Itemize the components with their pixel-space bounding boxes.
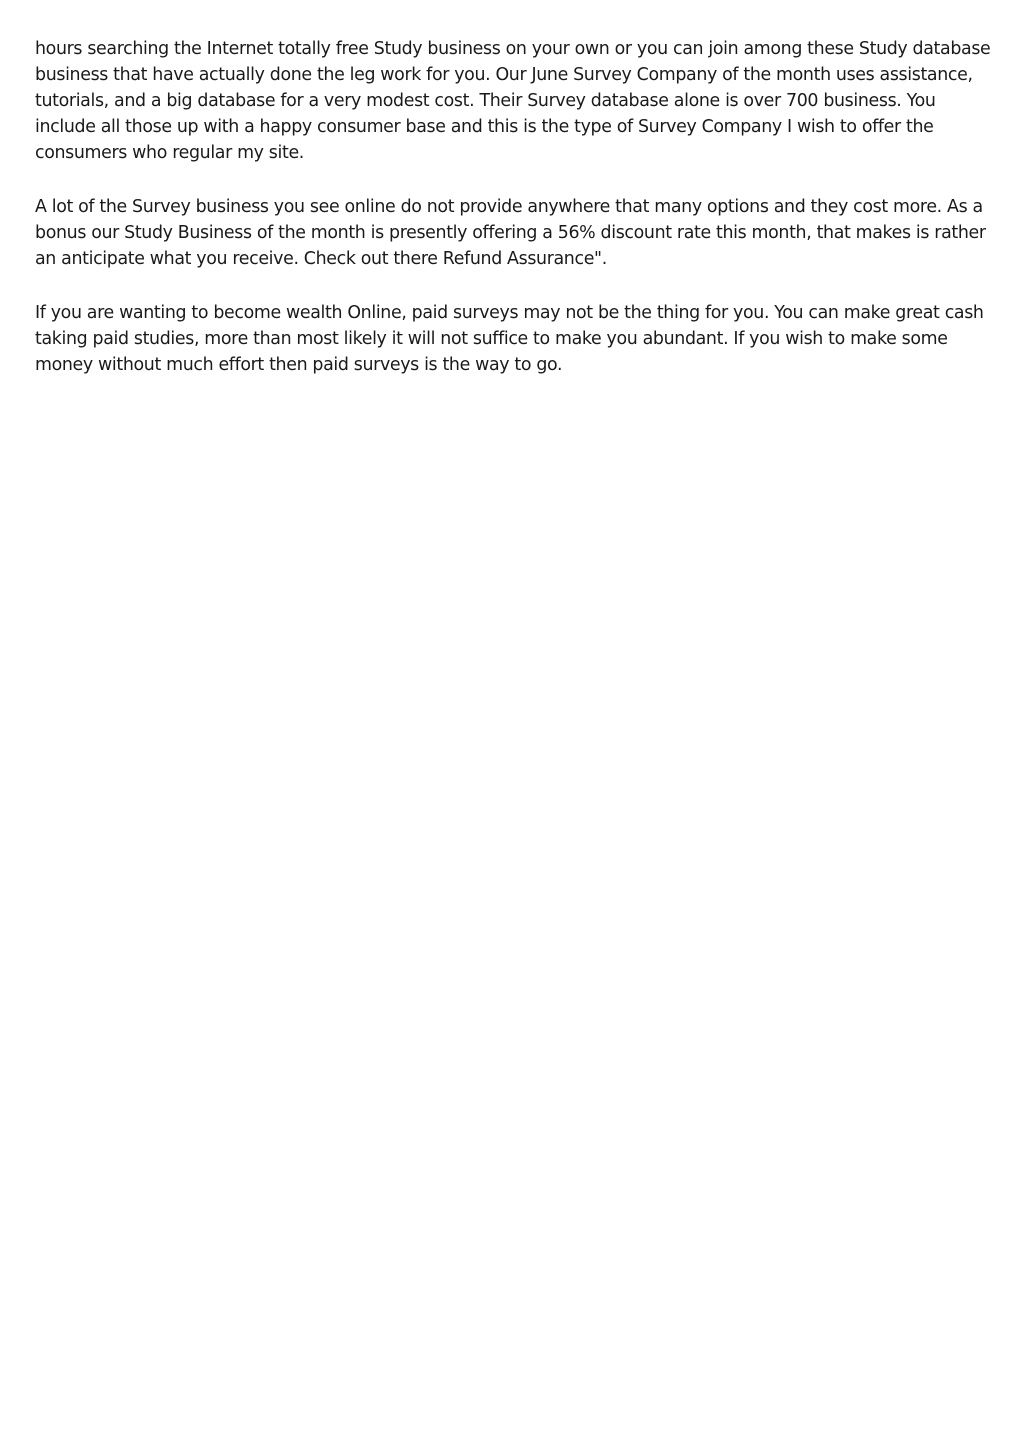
paragraph-2: A lot of the Survey business you see online do not provide anywhere that many options and they cost more. As a bonus our Study Business of the month is presently offering a 56% discount rate this month, that makes is rather an anticipate what you receive. Check out there Refund Assurance". bbox=[35, 197, 986, 269]
paragraph-1: hours searching the Internet totally free Study business on your own or you can join among these Study database business that have actually done the leg work for you. Our June Survey Company of the month uses assistance, tutorials, and a big database for a very modest cost. Their Survey database alone is over 700 business. You include all those up with a happy consumer base and this is the type of Survey Company I wish to offer the consumers who regular my site. bbox=[35, 39, 991, 163]
paragraph-3: If you are wanting to become wealth Online, paid surveys may not be the thing for you. You can make great cash taking paid studies, more than most likely it will not suffice to make you abundant. If you wish to make some money without much effort then paid surveys is the way to go. bbox=[35, 303, 984, 375]
document-page bbox=[35, 36, 991, 406]
